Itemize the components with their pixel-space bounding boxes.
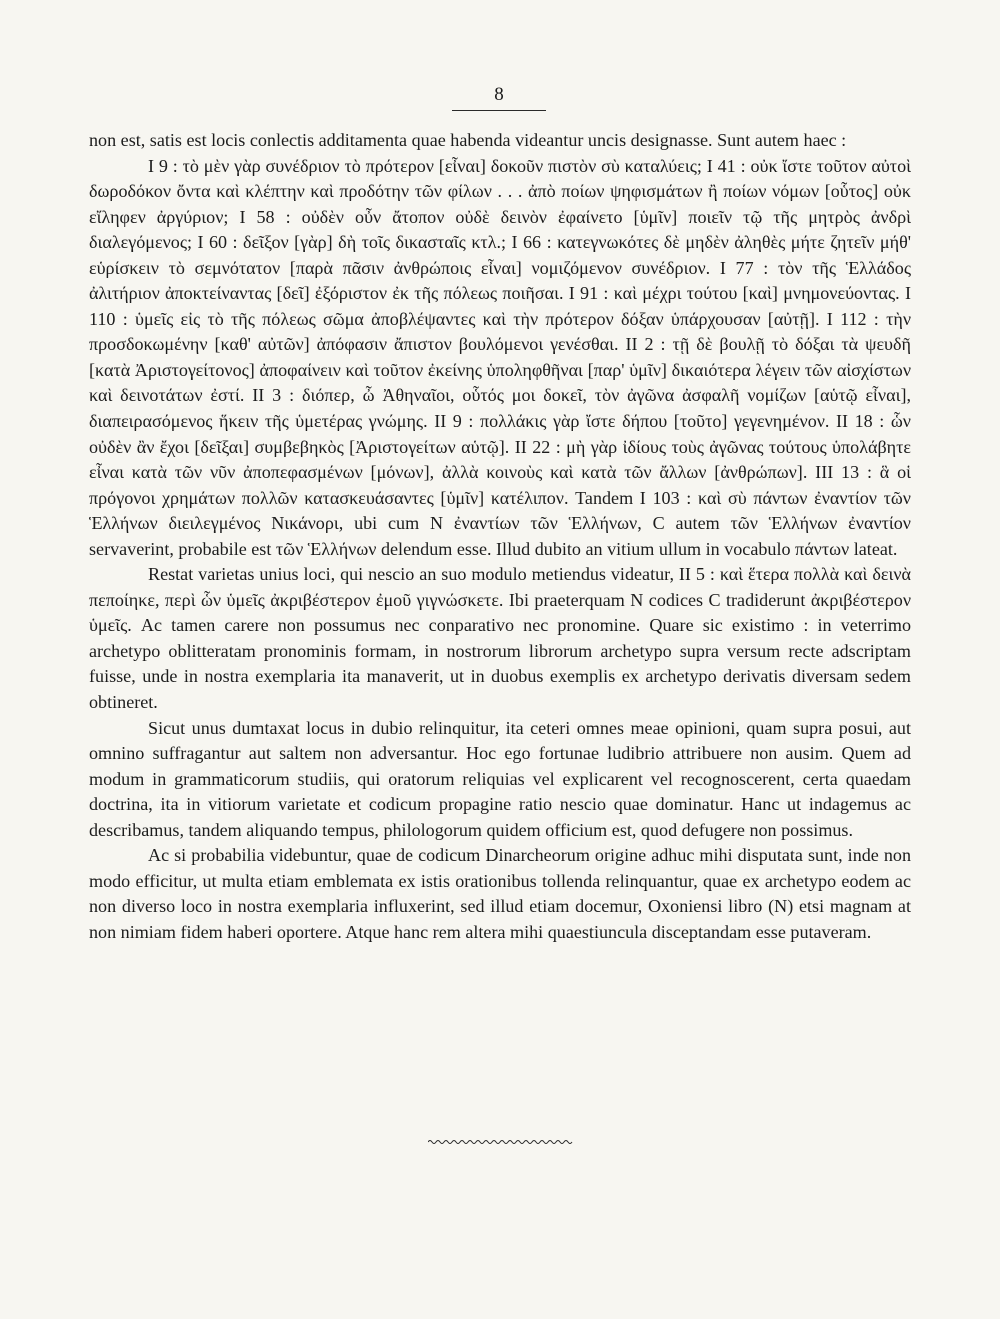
paragraph-restat: Restat varietas unius loci, qui nescio an suo modulo metiendus videatur, II 5 : καὶ ἕτερα πολλὰ καὶ δεινὰ πεποίηκε, περὶ ὧν ὑμεῖς ἀκριβέστερον ἐμοῦ γιγνώσκετε. Ibi praeterquam N codices C tradiderunt ἀκριβέστερον ὑμεῖς. Ac tamen carere non possumus nec conparativo nec pronomine. Quare sic existimo : in veterrimo archetypo oblitteratam pronominis formam, in nostrorum librorum archetypo supra versum recte adscriptam fuisse, unde in nostra exemplaria ita manaverit, ut in duobus exemplis ex archetypo derivatis diversam sedem obtineret.	[89, 564, 911, 713]
body-text	[89, 128, 911, 946]
paragraph-continuation: non est, satis est locis conlectis additamenta quae habenda videantur uncis designasse. Sunt autem haec :	[89, 130, 847, 150]
paragraph-sicut: Sicut unus dumtaxat locus in dubio relinquitur, ita ceteri omnes meae opinioni, quam supra posui, aut omnino suffragantur aut saltem non adversantur. Hoc ego fortunae ludibrio attribuere non ausim. Quem ad modum in grammaticorum studiis, qui oratorum reliquias vel explicarent vel recognoscerent, certa quaedam doctrina, ita in vitiorum varietate et codicum propagine ratio nescio quae dominatur. Hanc ut indagemus ac describamus, tandem aliquando tempus, philologorum quidem officium est, quod defugere non possimus.	[89, 717, 911, 840]
paragraph-examples: I 9 : τὸ μὲν γὰρ συνέδριον τὸ πρότερον [εἶναι] δοκοῦν πιστὸν σὺ καταλύεις; I 41 : οὐκ ἴστε τοῦτον αὐτοὶ δωροδόκον ὄντα καὶ κλέπτην καὶ προδότην τῶν φίλων . . . ἀπὸ ποίων ψηφισμάτων ἢ ποίων νόμων [οὗτος] οὐκ εἴληφεν ἀργύριον; I 58 : οὐδὲν οὖν ἄτοπον οὐδὲ δεινὸν ἐφαίνετο [ὑμῖν] ποιεῖν τῷ τῆς μητρὸς ἀνδρὶ διαλεγόμενος; I 60 : δεῖξον [γὰρ] δὴ τοῖς δικασταῖς κτλ.; I 66 : κατεγνωκότες δὲ μηδὲν ἀληθὲς μήτε ζητεῖν μήθ' εὑρίσκειν τὸ σεμνότατον [παρὰ πᾶσιν ἀνθρώποις εἶναι] νομιζόμενον συνέδριον. I 77 : τὸν τῆς Ἑλλάδος ἀλιτήριον ἀποκτείναντας [δεῖ] ἐξόριστον ἐκ τῆς πόλεως ποιῆσαι. I 91 : καὶ μέχρι τούτου [καὶ] μνημονεύοντας. I 110 : ὑμεῖς εἰς τὸ τῆς πόλεως σῶμα ἀποβλέψαντες καὶ τὴν πρότερον δόξαν ὑπάρχουσαν [αὐτῇ]. I 112 : τὴν προσδοκωμένην [καθ' αὐτῶν] ἀπόφασιν ἄπιστον βουλόμενοι γενέσθαι. II 2 : τῇ δὲ βουλῇ τὸ δόξαι τὰ ψευδῆ [κατὰ Ἀριστογείτονος] ἀποφαίνειν καὶ τοῦτον ἐκείνης ὑποληφθῆναι [παρ' ὑμῖν] δικαιότερα λέγειν τῶν αἰσχίστων καὶ δεινοτάτων ἐστί. II 3 : διόπερ, ὦ Ἀθηναῖοι, οὗτός μοι δοκεῖ, τὸν ἀγῶνα ἀσφαλῆ νομίζων [αὑτῷ εἶναι], διαπειρασόμενος ἥκειν τῆς ὑμετέρας γνώμης. II 9 : πολλάκις γὰρ ἴστε δήπου [τοῦτο] γεγενημένον. II 18 : ὧν οὐδὲν ἂν ἔχοι [δεῖξαι] συμβεβηκὸς [Ἀριστογείτων αὑτῷ]. II 22 : μὴ γὰρ ἰδίους τοὺς ἀγῶνας τούτους ὑπολάβητε εἶναι κατὰ τῶν νῦν ἀποπεφασμένων [μόνων], ἀλλὰ κοινοὺς καὶ κατὰ τῶν ἄλλων [ἀνθρώπων]. III 13 : ἃ οἱ πρόγονοι χρημάτων πολλῶν κατασκευάσαντες [ὑμῖν] κατέλιπον. Tandem I 103 : καὶ σὺ πάντων ἐναντίον τῶν Ἑλλήνων διειλεγμένος Νικάνορι, ubi cum N ἐναντίων τῶν Ἑλλήνων, C autem τῶν Ἑλλήνων ἐναντίον servaverint, probabile est τῶν Ἑλλήνων delendum esse. Illud dubito an vitium ullum in vocabulo πάντων lateat.	[89, 155, 911, 559]
paragraph-ac-si: Ac si probabilia videbuntur, quae de codicum Dinarcheorum origine adhuc mihi disputata sunt, inde non modo efficitur, ut multa etiam emblemata ex istis orationibus tollenda relinquantur, quae ex archetypo eodem ac non diverso loco in nostra exemplaria influxerint, sed illud etiam docemur, Oxoniensi libro (N) etsi magnam at non nimiam fidem haberi oportere. Atque hanc rem altera mihi quaestiuncula disceptandam esse putaveram.	[89, 845, 911, 942]
end-ornament-wavy-rule	[428, 1138, 573, 1146]
header-rule	[452, 110, 546, 111]
page-number: 8	[494, 84, 504, 105]
